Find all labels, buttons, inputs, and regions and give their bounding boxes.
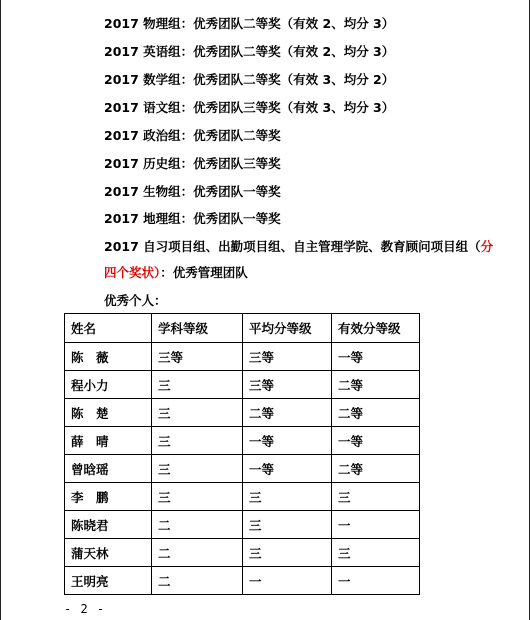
- cell-average-level: 二等: [243, 399, 332, 427]
- award-line-math: 2017 数学组：优秀团队二等奖（有效 3、均分 2）: [104, 72, 395, 87]
- cell-name: 薛 晴: [65, 427, 152, 455]
- table-row: [65, 483, 420, 511]
- award-line-physics: 2017 物理组：优秀团队二等奖（有效 2、均分 3）: [104, 16, 395, 31]
- cell-average-level: 三等: [243, 343, 332, 371]
- cell-subject-level: 三: [152, 455, 243, 483]
- page-number: - 2 -: [64, 602, 106, 616]
- cell-valid-level: 二等: [332, 455, 420, 483]
- award-line-biology: 2017 生物组：优秀团队一等奖: [104, 184, 281, 199]
- cell-average-level: 三等: [243, 371, 332, 399]
- cell-name: 陈 薇: [65, 343, 152, 371]
- cell-name: 陈晓君: [65, 511, 152, 539]
- cell-valid-level: 一: [332, 567, 420, 595]
- cell-subject-level: 三等: [152, 343, 243, 371]
- table-row: [65, 371, 420, 399]
- cell-valid-level: 三: [332, 539, 420, 567]
- project-award-line2: [104, 265, 248, 281]
- project-award-line1: [104, 239, 493, 255]
- page-border-left: [0, 0, 1, 620]
- table-header-row: [65, 314, 420, 343]
- header-subject-level: 学科等级: [152, 314, 243, 343]
- cell-name: 陈 楚: [65, 399, 152, 427]
- cell-average-level: 三: [243, 539, 332, 567]
- cell-subject-level: 三: [152, 399, 243, 427]
- cell-subject-level: 三: [152, 427, 243, 455]
- award-line-geography: 2017 地理组：优秀团队一等奖: [104, 211, 281, 226]
- cell-valid-level: 二等: [332, 371, 420, 399]
- cell-valid-level: 一: [332, 511, 420, 539]
- table-row: [65, 567, 420, 595]
- header-name: 姓名: [65, 314, 152, 343]
- cell-name: 程小力: [65, 371, 152, 399]
- cell-name: 李 鹏: [65, 483, 152, 511]
- project-award-red-part2: 四个奖状）: [104, 265, 161, 280]
- table-row: [65, 399, 420, 427]
- header-valid-level: 有效分等级: [332, 314, 420, 343]
- award-line-chinese: 2017 语文组：优秀团队三等奖（有效 3、均分 3）: [104, 100, 395, 115]
- cell-average-level: 三: [243, 483, 332, 511]
- cell-subject-level: 三: [152, 483, 243, 511]
- cell-name: 蒲天林: [65, 539, 152, 567]
- table-row: [65, 539, 420, 567]
- cell-subject-level: 三: [152, 371, 243, 399]
- cell-subject-level: 二: [152, 567, 243, 595]
- project-award-prefix: 2017 自习项目组、出勤项目组、自主管理学院、教育顾问项目组（: [104, 239, 481, 254]
- cell-average-level: 一: [243, 567, 332, 595]
- table-row: [65, 511, 420, 539]
- cell-valid-level: 一等: [332, 427, 420, 455]
- table-row: [65, 455, 420, 483]
- project-award-suffix: ：优秀管理团队: [160, 265, 248, 280]
- individual-heading: 优秀个人：: [104, 293, 167, 308]
- cell-valid-level: 一等: [332, 343, 420, 371]
- cell-valid-level: 二等: [332, 399, 420, 427]
- cell-average-level: 三: [243, 511, 332, 539]
- cell-subject-level: 二: [152, 539, 243, 567]
- individual-honors-table: [64, 313, 420, 595]
- cell-name: 曾晗瑶: [65, 455, 152, 483]
- award-line-english: 2017 英语组：优秀团队二等奖（有效 2、均分 3）: [104, 44, 395, 59]
- cell-average-level: 一等: [243, 427, 332, 455]
- header-average-level: 平均分等级: [243, 314, 332, 343]
- cell-valid-level: 三: [332, 483, 420, 511]
- award-line-history: 2017 历史组：优秀团队三等奖: [104, 156, 281, 171]
- award-line-politics: 2017 政治组：优秀团队二等奖: [104, 128, 281, 143]
- table-row: [65, 343, 420, 371]
- cell-subject-level: 二: [152, 511, 243, 539]
- project-award-red-part1: 分: [480, 239, 494, 254]
- table-row: [65, 427, 420, 455]
- cell-average-level: 一等: [243, 455, 332, 483]
- cell-name: 王明亮: [65, 567, 152, 595]
